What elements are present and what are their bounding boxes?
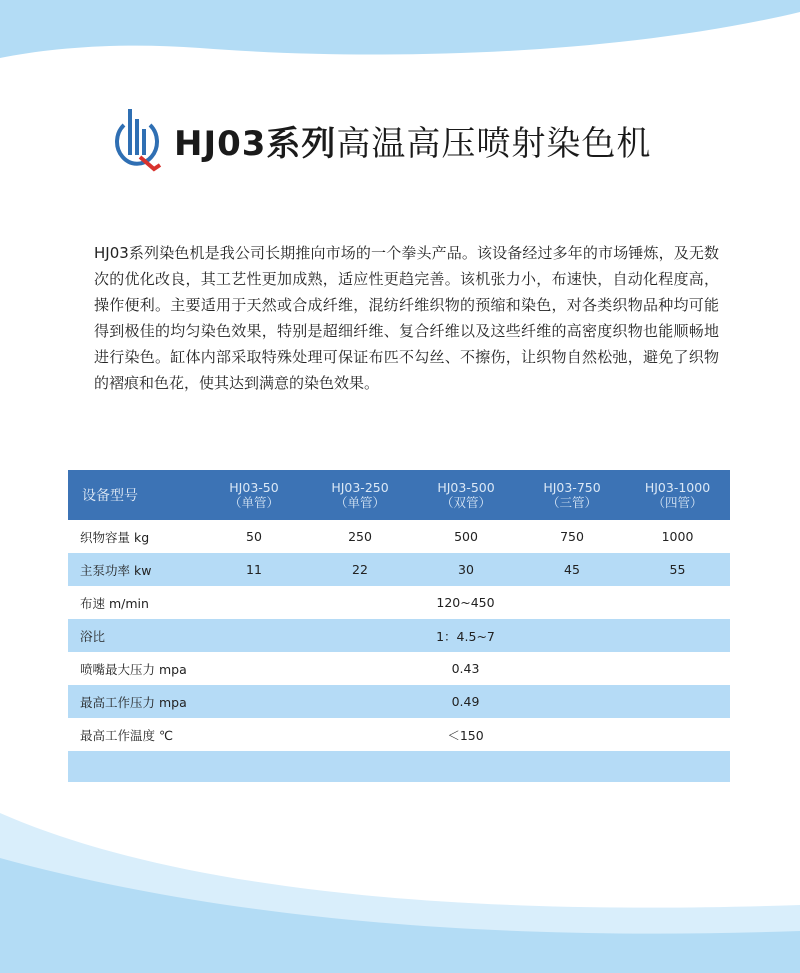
row-label: 最高工作压力 mpa [68,685,201,718]
table-row-nozzle-pressure [68,652,730,685]
model-tubes: （双管） [440,495,491,510]
model-name: HJ03-1000 [644,480,711,495]
table-cell: 120~450 [436,595,495,610]
header-model [519,470,625,520]
table-cell: 750 [560,529,584,544]
table-row-cloth-speed [68,586,730,619]
table-cell: 1000 [661,529,694,544]
model-tubes: （单管） [228,495,279,510]
model-name: HJ03-500 [437,480,495,495]
company-logo-icon [106,105,164,175]
model-tubes: （单管） [334,495,385,510]
header-model [307,470,413,520]
table-cell: 55 [625,553,730,586]
table-cell: 0.49 [201,685,730,718]
row-label: 最高工作温度 ℃ [80,727,174,743]
header-model [201,470,307,520]
table-row-liquor-ratio [68,619,730,652]
model-name: HJ03-750 [543,480,601,495]
model-tubes: （四管） [652,495,703,510]
row-label: 喷嘴最大压力 mpa [80,661,187,677]
row-label: 织物容量 kg [80,529,150,545]
table-row-capacity [68,520,730,553]
table-cell: 250 [348,529,372,544]
header-model-label: 设备型号 [68,470,201,520]
table-cell: 500 [454,529,478,544]
table-header-row [68,470,730,520]
table-cell [68,751,730,782]
table-cell: 0.43 [451,661,480,676]
table-row-working-pressure [68,685,730,718]
table-cell: 50 [246,529,262,544]
table-cell: 45 [519,553,625,586]
title-series: HJ03系列 [174,123,337,164]
header-model [625,470,730,520]
model-name: HJ03-50 [229,480,279,495]
intro-paragraph: HJ03系列染色机是我公司长期推向市场的一个拳头产品。该设备经过多年的市场锤炼，及无数次的优化改良，其工艺性更加成熟，适应性更趋完善。该机张力小，布速快，自动化程度高，操作便利。主要适用于天然或合成纤维，混纺纤维织物的预缩和染色，对各类织物品种均可能得到极佳的均匀染色效果，特别是超细纤维、复合纤维以及这些纤维的高密度织物也能顺畅地进行染色。缸体内部采取特殊处理可保证布匹不勾丝、不擦伤，让织物自然松弛，避免了织物的褶痕和色花，使其达到满意的染色效果。 [94,244,719,392]
top-wave-decoration [0,0,800,80]
table-cell: 11 [201,553,307,586]
bottom-wave-decoration [0,813,800,973]
table-row-empty [68,751,730,782]
table-row-pump-power [68,553,730,586]
page-title [106,100,651,180]
table-row-working-temp [68,718,730,751]
table-cell: ＜150 [447,727,484,743]
table-cell: 30 [413,553,519,586]
model-tubes: （三管） [546,495,597,510]
table-cell: 1：4.5~7 [201,619,730,652]
header-model [413,470,519,520]
model-name: HJ03-250 [331,480,389,495]
row-label: 布速 m/min [80,595,149,611]
table-cell: 22 [307,553,413,586]
row-label: 主泵功率 kw [68,553,201,586]
row-label: 浴比 [68,619,201,652]
title-product: 高温高压喷射染色机 [336,123,652,164]
spec-table [68,470,730,782]
